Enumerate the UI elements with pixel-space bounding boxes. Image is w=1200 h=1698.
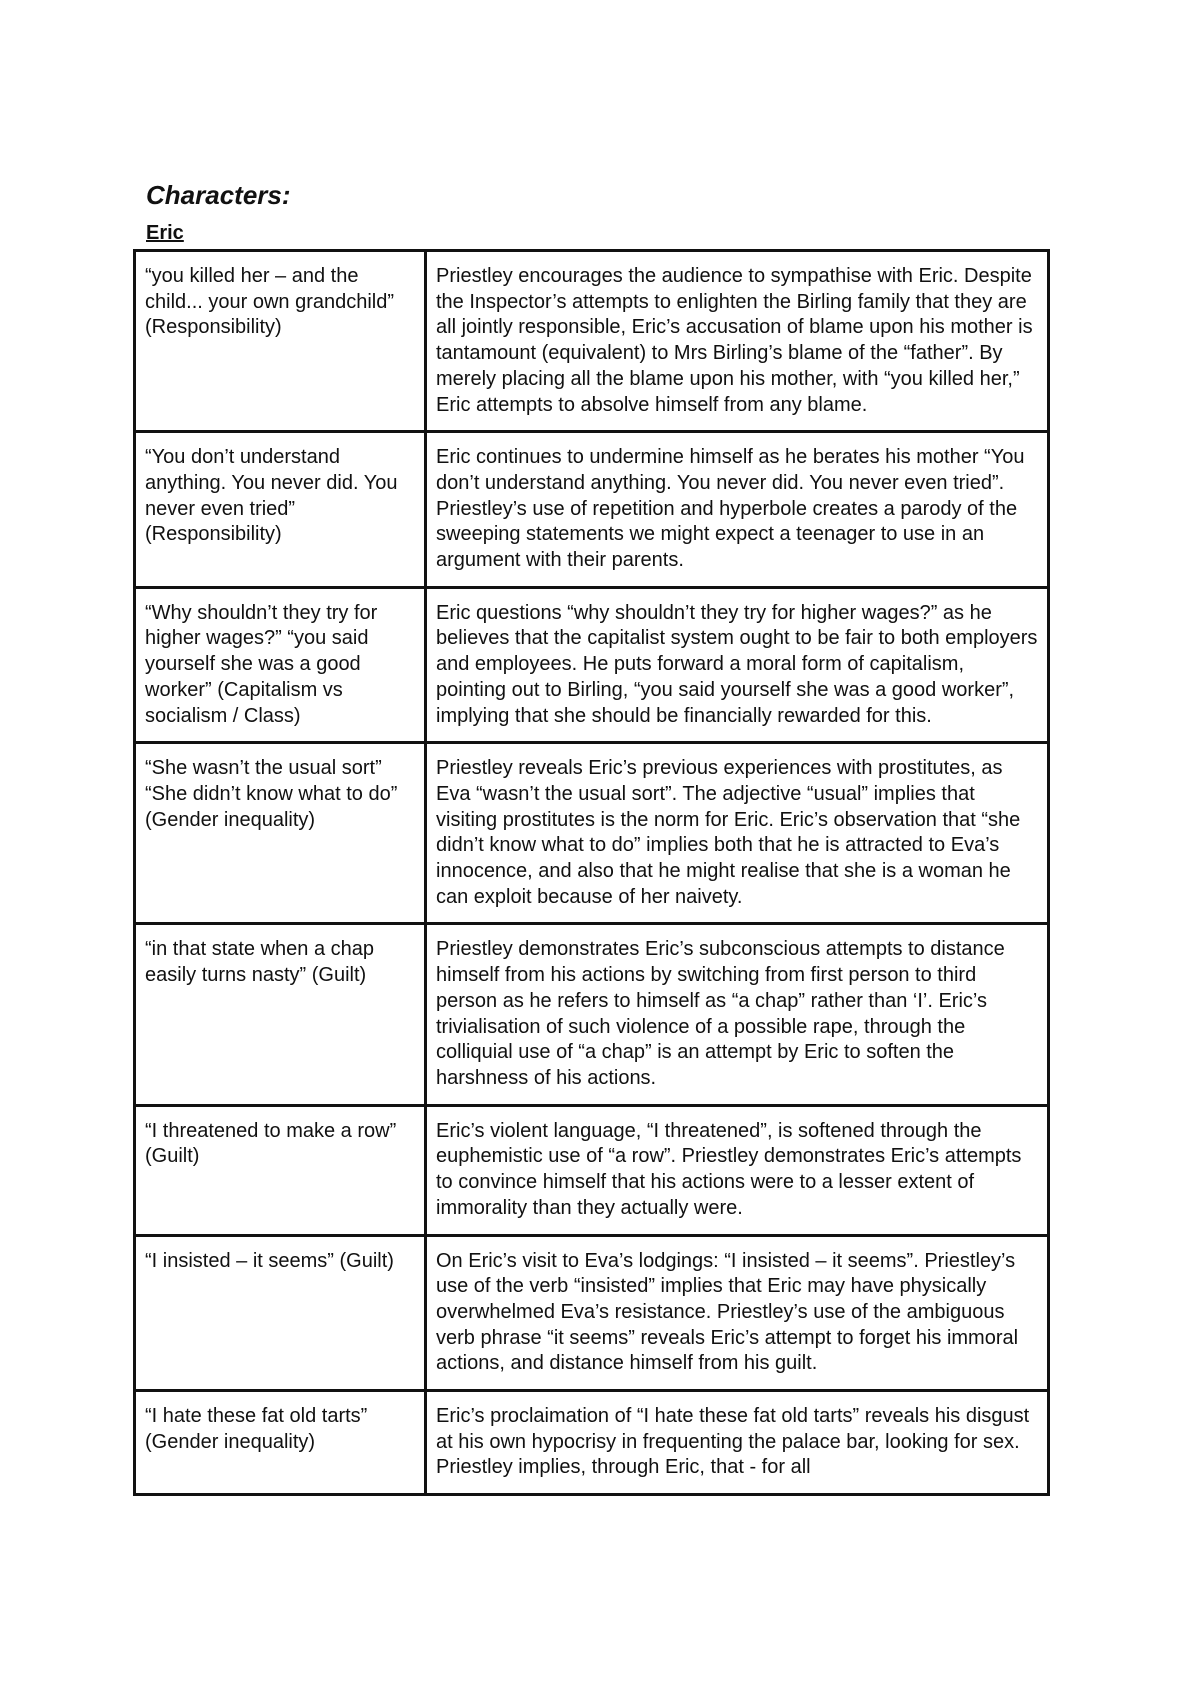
analysis-cell: Eric’s violent language, “I threatened”, is softened through the euphemistic use of “a row”. Priestley demonstrates Eric’s attempts to convince himself that his actions were to a lesser extent of immorality than they actually were. (426, 1105, 1049, 1235)
section-heading-eric: Eric (146, 222, 184, 244)
analysis-cell: Priestley reveals Eric’s previous experiences with prostitutes, as Eva “wasn’t the usual sort”. The adjective “usual” implies that visiting prostitutes is the norm for Eric. Eric’s observation that “she didn’t know what to do” implies both that he is attracted to Eva’s innocence, and also that he might realise that she is a woman he can exploit because of her naivety. (426, 743, 1049, 924)
analysis-cell: Eric questions “why shouldn’t they try for higher wages?” as he believes that the capitalist system ought to be fair to both employers and employees. He puts forward a moral form of capitalism, pointing out to Birling, “you said yourself she was a good worker”, implying that she should be financially rewarded for this. (426, 587, 1049, 743)
table-row (135, 924, 1049, 1105)
table-row (135, 587, 1049, 743)
table-row (135, 1235, 1049, 1391)
table-row (135, 743, 1049, 924)
quote-cell: “you killed her – and the child... your own grandchild” (Responsibility) (135, 251, 426, 432)
quote-cell: “She wasn’t the usual sort” “She didn’t know what to do” (Gender inequality) (135, 743, 426, 924)
table-row (135, 251, 1049, 432)
quote-cell: “I insisted – it seems” (Guilt) (135, 1235, 426, 1391)
analysis-cell: Priestley encourages the audience to sympathise with Eric. Despite the Inspector’s attempts to enlighten the Birling family that they are all jointly responsible, Eric’s accusation of blame upon his mother is tantamount (equivalent) to Mrs Birling’s blame of the “father”. By merely placing all the blame upon his mother, with “you killed her,” Eric attempts to absolve himself from any blame. (426, 251, 1049, 432)
quote-analysis-table (133, 249, 1050, 1496)
analysis-cell: On Eric’s visit to Eva’s lodgings: “I insisted – it seems”. Priestley’s use of the verb “insisted” implies that Eric may have physically overwhelmed Eva’s resistance. Priestley’s use of the ambiguous verb phrase “it seems” reveals Eric’s attempt to forget his immoral actions, and distance himself from his guilt. (426, 1235, 1049, 1391)
page-heading: Characters: (146, 180, 291, 210)
quote-cell: “I threatened to make a row” (Guilt) (135, 1105, 426, 1235)
analysis-cell: Eric continues to undermine himself as he berates his mother “You don’t understand anything. You never did. You never even tried”. Priestley’s use of repetition and hyperbole creates a parody of the sweeping statements we might expect a teenager to use in an argument with their parents. (426, 432, 1049, 588)
table-row (135, 1105, 1049, 1235)
quote-cell: “Why shouldn’t they try for higher wages?” “you said yourself she was a good worker” (Capitalism vs socialism / Class) (135, 587, 426, 743)
quote-cell: “You don’t understand anything. You never did. You never even tried” (Responsibility) (135, 432, 426, 588)
quote-cell: “I hate these fat old tarts” (Gender inequality) (135, 1391, 426, 1495)
table-row (135, 1391, 1049, 1495)
analysis-cell: Priestley demonstrates Eric’s subconscious attempts to distance himself from his actions by switching from first person to third person as he refers to himself as “a chap” rather than ‘I’. Eric’s trivialisation of such violence of a possible rape, through the colliquial use of “a chap” is an attempt by Eric to soften the harshness of his actions. (426, 924, 1049, 1105)
quote-cell: “in that state when a chap easily turns nasty” (Guilt) (135, 924, 426, 1105)
analysis-cell: Eric’s proclaimation of “I hate these fat old tarts” reveals his disgust at his own hypocrisy in frequenting the palace bar, looking for sex. Priestley implies, through Eric, that - for all (426, 1391, 1049, 1495)
table-row (135, 432, 1049, 588)
